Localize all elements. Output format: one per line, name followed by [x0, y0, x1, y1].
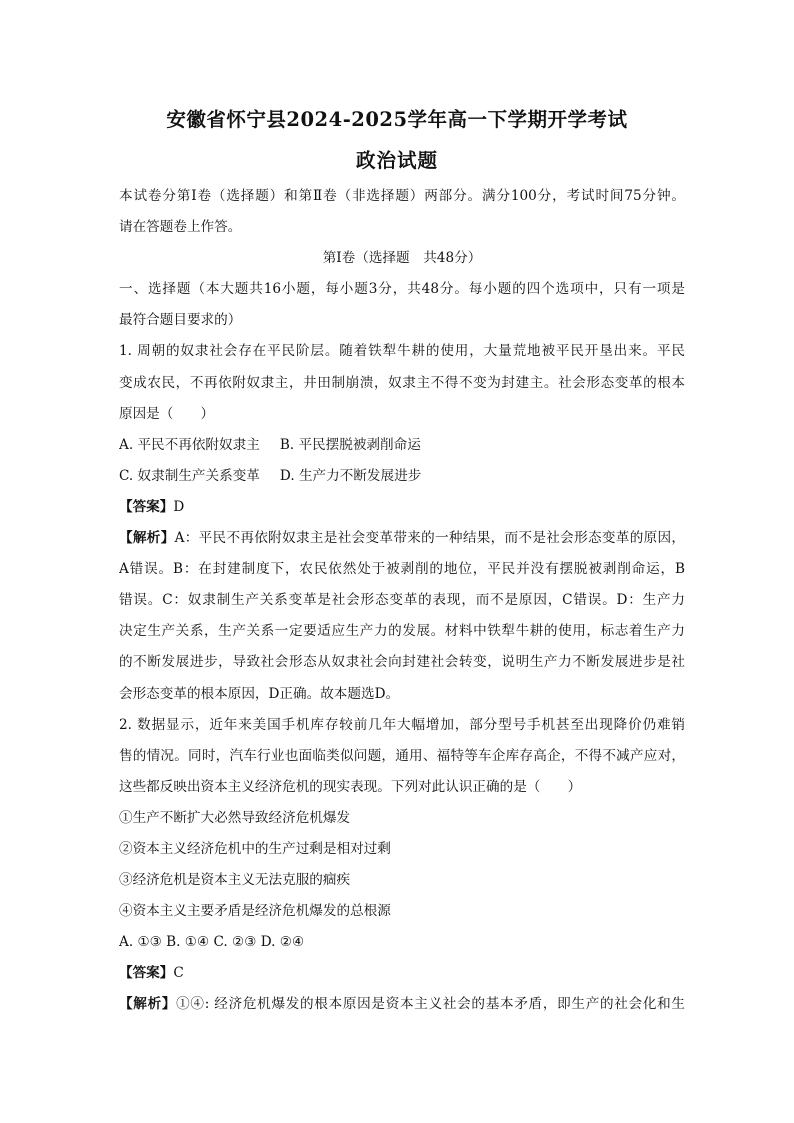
question-1-analysis: 决定生产关系，生产关系一定要适应生产力的发展。材料中铁犁牛耕的使用，标志着生产力: [119, 623, 685, 640]
question-1-analysis: 错误。C：奴隶制生产关系变革是社会形态变革的表现，而不是原因，C错误。D：生产力: [119, 592, 685, 609]
intro-line: 本试卷分第Ⅰ卷（选择题）和第Ⅱ卷（非选择题）两部分。满分100分，考试时间75分钟。: [119, 188, 685, 204]
document-subtitle: 政治试题: [355, 149, 438, 172]
question-2-stem: 2. 数据显示，近年来美国手机库存较前几年大幅增加，部分型号手机甚至出现降价仍难销: [119, 716, 685, 733]
analysis-label: 【解析】: [119, 530, 175, 547]
question-1-analysis: A错误。B：在封建制度下，农民依然处于被剥削的地位，平民并没有摆脱被剥削命运，B: [119, 561, 685, 578]
document-body: [119, 181, 685, 1021]
answer-value: C: [173, 965, 184, 982]
question-1-analysis: 会形态变革的根本原因，D正确。故本题选D。: [119, 685, 400, 702]
option-b: B. 平民摆脱被剥削命运: [279, 436, 421, 453]
question-1-stem: 变成农民，不再依附奴隶主，井田制崩溃，奴隶主不得不变为封建主。社会形态变革的根本: [119, 374, 685, 391]
question-2-options: A. ①③ B. ①④ C. ②③ D. ②④: [119, 934, 305, 951]
question-2-stem: 售的情况。同时，汽车行业也面临类似问题，通用、福特等车企库存高企，不得不减产应对，: [119, 747, 685, 764]
answer-label: 【答案】: [119, 965, 174, 982]
section-heading: 最符合题目要求的）: [119, 312, 242, 329]
analysis-text: ①④: 经济危机爆发的根本原因是资本主义社会的基本矛盾，即生产的社会化和生: [176, 996, 685, 1013]
question-2-stem: 这些都反映出资本主义经济危机的现实表现。下列对此认识正确的是（ ）: [119, 778, 582, 795]
question-1-options-row: [119, 430, 685, 461]
question-1-options-row: [119, 461, 685, 492]
intro-line: 请在答题卷上作答。: [119, 219, 242, 236]
question-2-analysis: [119, 989, 685, 1020]
part-heading: 第Ⅰ卷（选择题 共48分）: [322, 250, 482, 267]
document-title: 安徽省怀宁县2024-2025学年高一下学期开学考试: [166, 108, 628, 131]
question-2-item: ④资本主义主要矛盾是经济危机爆发的总根源: [119, 903, 391, 920]
analysis-label: 【解析】: [119, 996, 177, 1013]
option-c: C. 奴隶制生产关系变革: [119, 467, 260, 484]
question-1-analysis: 的不断发展进步，导致社会形态从奴隶社会向封建社会转变，说明生产力不断发展进步是社: [119, 654, 685, 671]
question-2-item: ③经济危机是资本主义无法克服的痼疾: [119, 872, 351, 889]
question-1-answer: [119, 492, 685, 523]
question-1-analysis: [119, 523, 685, 554]
option-d: D. 生产力不断发展进步: [279, 467, 422, 484]
question-2-item: ①生产不断扩大必然导致经济危机爆发: [119, 809, 351, 826]
section-heading: 一、选择题（本大题共16小题，每小题3分，共48分。每小题的四个选项中，只有一项是: [119, 281, 685, 298]
answer-label: 【答案】: [119, 498, 174, 515]
question-2-answer: [119, 958, 685, 989]
option-a: A. 平民不再依附奴隶主: [119, 436, 260, 453]
question-2-item: ②资本主义经济危机中的生产过剩是相对过剩: [119, 840, 391, 857]
question-1-stem: 原因是（ ）: [119, 405, 215, 422]
analysis-text: A：平民不再依附奴隶主是社会变革带来的一种结果，而不是社会形态变革的原因，: [174, 530, 685, 547]
question-1-stem: 1. 周朝的奴隶社会存在平民阶层。随着铁犁牛耕的使用，大量荒地被平民开垦出来。平民: [119, 343, 685, 360]
answer-value: D: [173, 498, 185, 515]
